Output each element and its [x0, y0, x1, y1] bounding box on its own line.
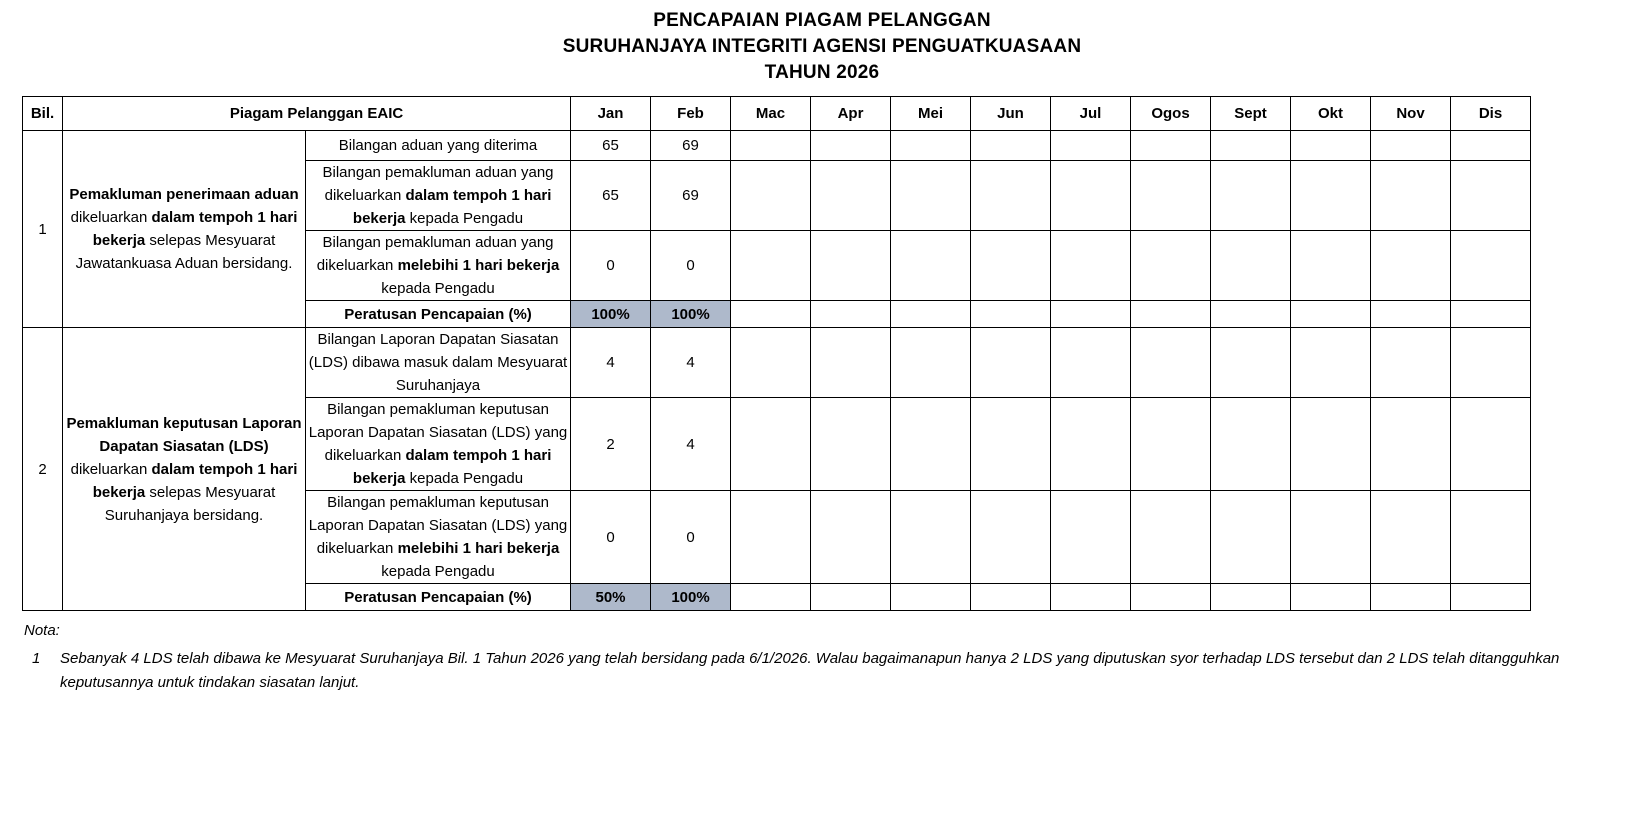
cell-r2i3-jan: 0 — [571, 491, 651, 584]
cell-r1i2-okt-empty — [1291, 161, 1371, 231]
cell-r2pct-ogos-empty — [1131, 584, 1211, 611]
cell-r2i2-okt-empty — [1291, 398, 1371, 491]
cell-r1i2-mei-empty — [891, 161, 971, 231]
cell-r2i2-mei-empty — [891, 398, 971, 491]
table-row — [23, 328, 1531, 398]
table-row — [23, 131, 1531, 161]
cell-indicator-1-3: Bilangan pemakluman aduan yang dikeluarkan melebihi 1 hari bekerja kepada Pengadu — [306, 231, 571, 301]
cell-r2pct-sept-empty — [1211, 584, 1291, 611]
cell-r1i2-jul-empty — [1051, 161, 1131, 231]
cell-percentage-label-1: Peratusan Pencapaian (%) — [306, 301, 571, 328]
cell-r1i3-feb: 0 — [651, 231, 731, 301]
cell-r2i3-sept-empty — [1211, 491, 1291, 584]
header-month-nov: Nov — [1371, 97, 1451, 131]
cell-r1i3-jun-empty — [971, 231, 1051, 301]
cell-r1i1-jan: 65 — [571, 131, 651, 161]
cell-r2pct-nov-empty — [1371, 584, 1451, 611]
cell-r2pct-dis-empty — [1451, 584, 1531, 611]
header-bil: Bil. — [23, 97, 63, 131]
cell-r1pct-mei-empty — [891, 301, 971, 328]
cell-r2i1-feb: 4 — [651, 328, 731, 398]
cell-r1pct-dis-empty — [1451, 301, 1531, 328]
cell-percentage-label-2: Peratusan Pencapaian (%) — [306, 584, 571, 611]
cell-r1i3-dis-empty — [1451, 231, 1531, 301]
cell-indicator-2-1: Bilangan Laporan Dapatan Siasatan (LDS) dibawa masuk dalam Mesyuarat Suruhanjaya — [306, 328, 571, 398]
cell-bil-2: 2 — [23, 328, 63, 611]
report-title-block — [0, 0, 1644, 86]
cell-r2i1-dis-empty — [1451, 328, 1531, 398]
cell-r1pct-jul-empty — [1051, 301, 1131, 328]
cell-r1i2-ogos-empty — [1131, 161, 1211, 231]
cell-r2i2-ogos-empty — [1131, 398, 1211, 491]
cell-r2i3-ogos-empty — [1131, 491, 1211, 584]
cell-r1i2-feb: 69 — [651, 161, 731, 231]
cell-r2pct-apr-empty — [811, 584, 891, 611]
cell-r2i2-dis-empty — [1451, 398, 1531, 491]
cell-r1i3-sept-empty — [1211, 231, 1291, 301]
cell-r2pct-jul-empty — [1051, 584, 1131, 611]
cell-r1i1-apr-empty — [811, 131, 891, 161]
note-item — [24, 647, 1644, 695]
cell-r1i3-apr-empty — [811, 231, 891, 301]
cell-r2i3-mac-empty — [731, 491, 811, 584]
cell-r2pct-mac-empty — [731, 584, 811, 611]
cell-r1i1-okt-empty — [1291, 131, 1371, 161]
cell-r2i1-sept-empty — [1211, 328, 1291, 398]
cell-r1i3-okt-empty — [1291, 231, 1371, 301]
cell-r2i2-nov-empty — [1371, 398, 1451, 491]
cell-r2i3-dis-empty — [1451, 491, 1531, 584]
cell-r1i1-mac-empty — [731, 131, 811, 161]
cell-r1i1-dis-empty — [1451, 131, 1531, 161]
page-title-line-3: TAHUN 2026 — [764, 62, 880, 83]
cell-r1i2-sept-empty — [1211, 161, 1291, 231]
cell-r2i3-jul-empty — [1051, 491, 1131, 584]
notes-section — [24, 619, 1644, 695]
cell-r1pct-apr-empty — [811, 301, 891, 328]
notes-heading: Nota: — [24, 622, 60, 639]
cell-r2i2-jun-empty — [971, 398, 1051, 491]
cell-r1pct-sept-empty — [1211, 301, 1291, 328]
cell-r1i2-jan: 65 — [571, 161, 651, 231]
cell-r1i3-jul-empty — [1051, 231, 1131, 301]
header-month-okt: Okt — [1291, 97, 1371, 131]
cell-r1i3-jan: 0 — [571, 231, 651, 301]
cell-r1i2-mac-empty — [731, 161, 811, 231]
header-charter: Piagam Pelanggan EAIC — [63, 97, 571, 131]
achievement-table — [22, 96, 1531, 611]
cell-r1pct-jun-empty — [971, 301, 1051, 328]
cell-r1i1-ogos-empty — [1131, 131, 1211, 161]
cell-r1i3-mei-empty — [891, 231, 971, 301]
cell-r1i1-sept-empty — [1211, 131, 1291, 161]
cell-r2i3-jun-empty — [971, 491, 1051, 584]
cell-r2i1-mei-empty — [891, 328, 971, 398]
header-row — [23, 97, 1531, 131]
cell-r2i2-mac-empty — [731, 398, 811, 491]
header-month-jul: Jul — [1051, 97, 1131, 131]
header-month-mac: Mac — [731, 97, 811, 131]
cell-r1i1-feb: 69 — [651, 131, 731, 161]
cell-r2i3-nov-empty — [1371, 491, 1451, 584]
cell-r2i1-mac-empty — [731, 328, 811, 398]
cell-r1pct-ogos-empty — [1131, 301, 1211, 328]
cell-r1pct-nov-empty — [1371, 301, 1451, 328]
cell-r2pct-okt-empty — [1291, 584, 1371, 611]
cell-charter-description-1: Pemakluman penerimaan aduan dikeluarkan dalam tempoh 1 hari bekerja selepas Mesyuarat Jawatankuasa Aduan bersidang. — [63, 131, 306, 328]
cell-r1i3-nov-empty — [1371, 231, 1451, 301]
cell-r1i2-nov-empty — [1371, 161, 1451, 231]
cell-r2i3-okt-empty — [1291, 491, 1371, 584]
header-month-sept: Sept — [1211, 97, 1291, 131]
cell-indicator-2-3: Bilangan pemakluman keputusan Laporan Dapatan Siasatan (LDS) yang dikeluarkan melebihi 1 hari bekerja kepada Pengadu — [306, 491, 571, 584]
cell-r2i1-jul-empty — [1051, 328, 1131, 398]
header-month-dis: Dis — [1451, 97, 1531, 131]
cell-r2i3-apr-empty — [811, 491, 891, 584]
cell-r1i1-jul-empty — [1051, 131, 1131, 161]
header-month-apr: Apr — [811, 97, 891, 131]
cell-r1i2-jun-empty — [971, 161, 1051, 231]
cell-r1i1-mei-empty — [891, 131, 971, 161]
header-month-feb: Feb — [651, 97, 731, 131]
cell-r2pct-mei-empty — [891, 584, 971, 611]
cell-r2i2-jul-empty — [1051, 398, 1131, 491]
cell-r2i2-apr-empty — [811, 398, 891, 491]
cell-charter-description-2: Pemakluman keputusan Laporan Dapatan Siasatan (LDS) dikeluarkan dalam tempoh 1 hari bekerja selepas Mesyuarat Suruhanjaya bersidang. — [63, 328, 306, 611]
cell-indicator-1-2: Bilangan pemakluman aduan yang dikeluarkan dalam tempoh 1 hari bekerja kepada Pengadu — [306, 161, 571, 231]
cell-r1i3-ogos-empty — [1131, 231, 1211, 301]
cell-r2i1-okt-empty — [1291, 328, 1371, 398]
cell-r2pct-jan: 50% — [571, 584, 651, 611]
cell-r2i1-ogos-empty — [1131, 328, 1211, 398]
cell-r2pct-feb: 100% — [651, 584, 731, 611]
page-title-line-1: PENCAPAIAN PIAGAM PELANGGAN — [653, 10, 991, 31]
cell-r1pct-jan: 100% — [571, 301, 651, 328]
cell-r1i2-dis-empty — [1451, 161, 1531, 231]
cell-r2i1-apr-empty — [811, 328, 891, 398]
cell-bil-1: 1 — [23, 131, 63, 328]
cell-r2i1-jun-empty — [971, 328, 1051, 398]
header-month-jun: Jun — [971, 97, 1051, 131]
header-month-jan: Jan — [571, 97, 651, 131]
cell-r1i1-jun-empty — [971, 131, 1051, 161]
note-text: Sebanyak 4 LDS telah dibawa ke Mesyuarat Suruhanjaya Bil. 1 Tahun 2026 yang telah bersidang pada 6/1/2026. Walau bagaimanapun hanya 2 LDS yang diputuskan syor terhadap LDS tersebut dan 2 LDS telah ditangguhkan keputusannya untuk tindakan siasatan lanjut. — [60, 650, 1560, 691]
header-month-ogos: Ogos — [1131, 97, 1211, 131]
cell-r2i1-jan: 4 — [571, 328, 651, 398]
cell-r1pct-okt-empty — [1291, 301, 1371, 328]
cell-r1pct-feb: 100% — [651, 301, 731, 328]
cell-indicator-2-2: Bilangan pemakluman keputusan Laporan Dapatan Siasatan (LDS) yang dikeluarkan dalam tempoh 1 hari bekerja kepada Pengadu — [306, 398, 571, 491]
cell-r1i3-mac-empty — [731, 231, 811, 301]
cell-r2pct-jun-empty — [971, 584, 1051, 611]
cell-r1i2-apr-empty — [811, 161, 891, 231]
cell-r2i2-sept-empty — [1211, 398, 1291, 491]
note-number: 1 — [32, 650, 41, 667]
cell-r2i1-nov-empty — [1371, 328, 1451, 398]
report-table-wrapper — [22, 96, 1530, 611]
cell-r1i1-nov-empty — [1371, 131, 1451, 161]
cell-r2i3-mei-empty — [891, 491, 971, 584]
cell-r2i2-jan: 2 — [571, 398, 651, 491]
table-header — [23, 97, 1531, 131]
cell-r1pct-mac-empty — [731, 301, 811, 328]
page-title-line-2: SURUHANJAYA INTEGRITI AGENSI PENGUATKUASAAN — [562, 36, 1082, 57]
cell-r2i2-feb: 4 — [651, 398, 731, 491]
cell-r2i3-feb: 0 — [651, 491, 731, 584]
table-body — [23, 131, 1531, 611]
header-month-mei: Mei — [891, 97, 971, 131]
cell-indicator-1-1: Bilangan aduan yang diterima — [306, 131, 571, 161]
